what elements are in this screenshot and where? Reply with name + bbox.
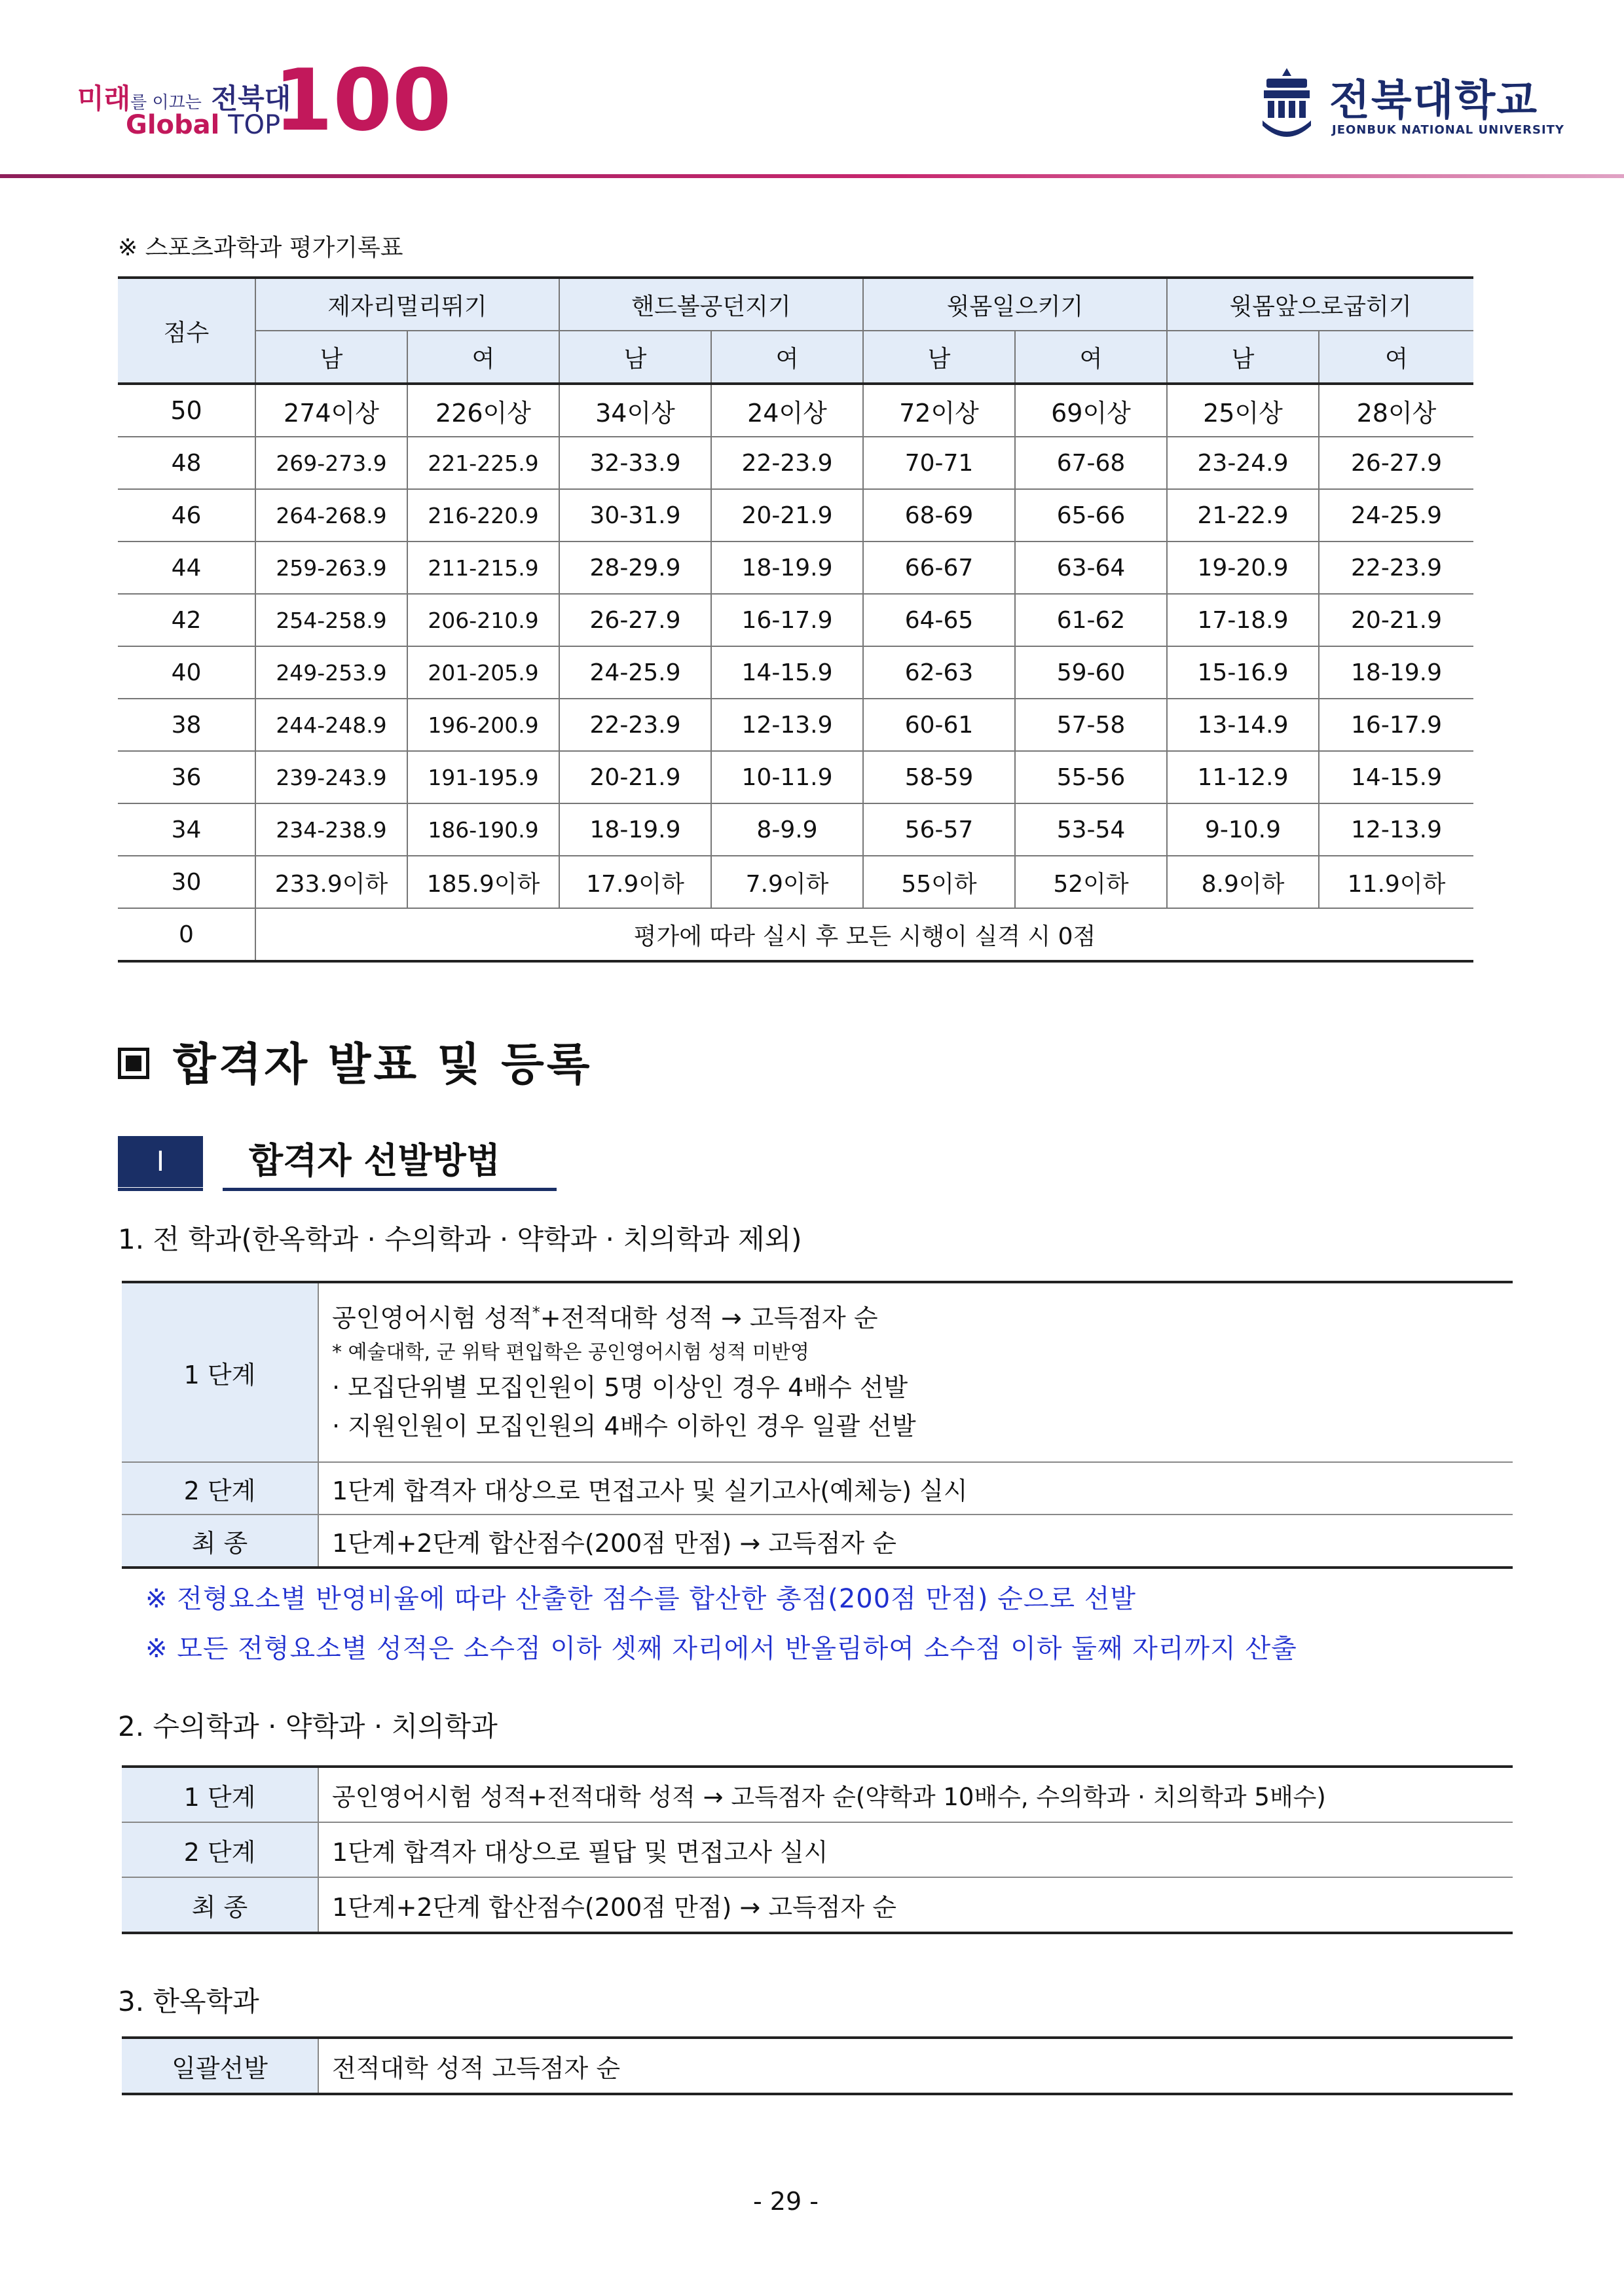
record-cell: 28이상 [1319,384,1473,437]
record-cell: 239-243.9 [255,751,407,803]
university-emblem-icon [1257,65,1316,139]
record-cell: 70-71 [863,437,1015,489]
table-row [118,803,1473,856]
slogan-small: 를 이끄는 [130,93,202,113]
record-cell: 259-263.9 [255,542,407,594]
step-label: 1 단계 [122,1767,318,1822]
step-row [122,2038,1513,2094]
global-text: Global [126,110,220,140]
record-cell: 14-15.9 [1319,751,1473,803]
record-cell: 34이상 [559,384,711,437]
item-heading: 1. 전 학과(한옥학과 · 수의학과 · 약학과 · 치의학과 제외) [118,1223,802,1255]
gender-header: 여 [711,331,863,384]
record-cell: 211-215.9 [407,542,559,594]
record-cell: 20-21.9 [1319,594,1473,646]
record-cell: 26-27.9 [1319,437,1473,489]
table-row [118,594,1473,646]
step-label: 최 종 [122,1877,318,1933]
table-row [118,751,1473,803]
section-title-text: 합격자 발표 및 등록 [173,1039,593,1091]
table-row [118,856,1473,908]
record-cell: 196-200.9 [407,699,559,751]
record-cell: 20-21.9 [559,751,711,803]
score-cell: 34 [118,803,255,856]
score-cell: 44 [118,542,255,594]
record-cell: 10-11.9 [711,751,863,803]
section-title [118,1029,593,1093]
table-row [118,699,1473,751]
event-header: 제자리멀리뛰기 [255,278,559,331]
step1-main-rest: +전적대학 성적 → 고득점자 순 [540,1304,878,1333]
subsection-underline [118,1188,203,1191]
record-cell: 201-205.9 [407,646,559,699]
header-slogan-logo [77,59,452,144]
record-cell: 63-64 [1015,542,1167,594]
logo-100-icon [274,59,470,138]
record-cell: 221-225.9 [407,437,559,489]
gender-header: 남 [863,331,1015,384]
subsection-underline [223,1188,557,1191]
blue-note: ※ 전형요소별 반영비율에 따라 산출한 점수를 합산한 총점(200점 만점) 순으로 선발 [145,1584,1137,1614]
event-header: 윗몸일으키기 [863,278,1167,331]
event-header: 윗몸앞으로굽히기 [1167,278,1473,331]
sports-table-body [118,384,1473,961]
top-text: TOP [228,110,281,140]
score-cell: 40 [118,646,255,699]
record-cell: 191-195.9 [407,751,559,803]
gender-header: 여 [407,331,559,384]
step-content: 1단계 합격자 대상으로 필답 및 면접고사 실시 [318,1822,1513,1877]
record-cell: 11.9이하 [1319,856,1473,908]
table-row [118,437,1473,489]
record-cell: 20-21.9 [711,489,863,542]
record-cell: 233.9이하 [255,856,407,908]
gender-header: 남 [1167,331,1319,384]
record-cell: 8-9.9 [711,803,863,856]
square-bullet-icon [118,1048,149,1079]
record-cell: 67-68 [1015,437,1167,489]
record-cell: 17.9이하 [559,856,711,908]
record-cell: 17-18.9 [1167,594,1319,646]
record-cell: 11-12.9 [1167,751,1319,803]
record-cell: 32-33.9 [559,437,711,489]
record-cell: 61-62 [1015,594,1167,646]
university-logo [1257,65,1564,144]
university-name-en: JEONBUK NATIONAL UNIVERSITY [1332,123,1564,137]
page-number: - 29 - [753,2187,819,2216]
step1-bullet: · 모집단위별 모집인원이 5명 이상인 경우 4배수 선발 [332,1372,908,1402]
record-cell: 25이상 [1167,384,1319,437]
step-row [122,1767,1513,1822]
table-row [118,646,1473,699]
selection-steps-table [122,1281,1513,1569]
table-row [118,489,1473,542]
record-cell: 249-253.9 [255,646,407,699]
step-content: 1단계+2단계 합산점수(200점 만점) → 고득점자 순 [318,1877,1513,1933]
record-cell: 23-24.9 [1167,437,1319,489]
sports-table-caption: ※ 스포츠과학과 평가기록표 [118,234,403,261]
record-cell: 206-210.9 [407,594,559,646]
score-cell: 0 [118,908,255,961]
step1-note: * 예술대학, 군 위탁 편입학은 공인영어시험 성적 미반영 [332,1341,809,1365]
record-cell: 12-13.9 [1319,803,1473,856]
step1-star: * [532,1303,540,1322]
step-row [122,1462,1513,1515]
record-cell: 53-54 [1015,803,1167,856]
step-content: 전적대학 성적 고득점자 순 [318,2038,1513,2094]
score-header: 점수 [118,278,255,384]
step-row [122,1877,1513,1933]
logo-100-number: 100 [274,59,452,138]
record-cell: 9-10.9 [1167,803,1319,856]
selection-steps-table [122,2036,1513,2095]
record-cell: 16-17.9 [1319,699,1473,751]
record-cell: 264-268.9 [255,489,407,542]
record-cell: 56-57 [863,803,1015,856]
step-label: 2 단계 [122,1822,318,1877]
record-cell: 26-27.9 [559,594,711,646]
record-cell: 244-248.9 [255,699,407,751]
step-row [122,1282,1513,1462]
gender-header: 여 [1015,331,1167,384]
record-cell: 22-23.9 [711,437,863,489]
item-heading: 3. 한옥학과 [118,1985,259,2017]
zero-row-text: 평가에 따라 실시 후 모든 시행이 실격 시 0점 [255,908,1473,961]
record-cell: 185.9이하 [407,856,559,908]
record-cell: 22-23.9 [1319,542,1473,594]
step-label: 1 단계 [122,1282,318,1462]
record-cell: 62-63 [863,646,1015,699]
item-heading: 2. 수의학과 · 약학과 · 치의학과 [118,1710,498,1742]
record-cell: 24이상 [711,384,863,437]
record-cell: 55-56 [1015,751,1167,803]
score-cell: 38 [118,699,255,751]
score-cell: 50 [118,384,255,437]
slogan-prefix: 미래 [77,83,131,115]
global-top-line [126,110,280,140]
step-content: 공인영어시험 성적+전적대학 성적 → 고득점자 순(약학과 10배수, 수의학과 · 치의학과 5배수) [318,1767,1513,1822]
gender-header: 남 [255,331,407,384]
record-cell: 24-25.9 [559,646,711,699]
record-cell: 16-17.9 [711,594,863,646]
record-cell: 72이상 [863,384,1015,437]
record-cell: 68-69 [863,489,1015,542]
blue-note: ※ 모든 전형요소별 성적은 소수점 이하 셋째 자리에서 반올림하여 소수점 이하 둘째 자리까지 산출 [145,1634,1297,1664]
subsection-title: 합격자 선발방법 [249,1140,500,1181]
record-cell: 58-59 [863,751,1015,803]
record-cell: 21-22.9 [1167,489,1319,542]
score-cell: 48 [118,437,255,489]
table-row [118,908,1473,961]
record-cell: 216-220.9 [407,489,559,542]
selection-steps-table [122,1765,1513,1934]
record-cell: 14-15.9 [711,646,863,699]
record-cell: 66-67 [863,542,1015,594]
table-row [118,542,1473,594]
step-row [122,1515,1513,1568]
record-cell: 22-23.9 [559,699,711,751]
score-cell: 30 [118,856,255,908]
step1-main [332,1299,1513,1338]
step-label: 최 종 [122,1515,318,1568]
record-cell: 226이상 [407,384,559,437]
step-content: 1단계+2단계 합산점수(200점 만점) → 고득점자 순 [318,1515,1513,1568]
record-cell: 69이상 [1015,384,1167,437]
step-label: 2 단계 [122,1462,318,1515]
record-cell: 186-190.9 [407,803,559,856]
step-content: 1단계 합격자 대상으로 면접고사 및 실기고사(예체능) 실시 [318,1462,1513,1515]
record-cell: 52이하 [1015,856,1167,908]
record-cell: 28-29.9 [559,542,711,594]
subsection-number: Ⅰ [118,1136,203,1187]
record-cell: 7.9이하 [711,856,863,908]
event-header: 핸드볼공던지기 [559,278,863,331]
record-cell: 13-14.9 [1167,699,1319,751]
slogan-name: 전북대 [211,83,291,115]
record-cell: 15-16.9 [1167,646,1319,699]
record-cell: 18-19.9 [711,542,863,594]
record-cell: 55이하 [863,856,1015,908]
record-cell: 19-20.9 [1167,542,1319,594]
sports-evaluation-table [118,276,1473,963]
score-cell: 36 [118,751,255,803]
step-content [318,1282,1513,1462]
record-cell: 60-61 [863,699,1015,751]
record-cell: 65-66 [1015,489,1167,542]
gender-header: 남 [559,331,711,384]
header-divider [0,174,1624,178]
record-cell: 8.9이하 [1167,856,1319,908]
record-cell: 269-273.9 [255,437,407,489]
record-cell: 64-65 [863,594,1015,646]
step1-main-text: 공인영어시험 성적 [332,1304,532,1333]
step-row [122,1822,1513,1877]
step1-bullet: · 지원인원이 모집인원의 4배수 이하인 경우 일괄 선발 [332,1411,916,1441]
record-cell: 254-258.9 [255,594,407,646]
record-cell: 30-31.9 [559,489,711,542]
record-cell: 57-58 [1015,699,1167,751]
score-cell: 46 [118,489,255,542]
university-name: 전북대학교 [1329,77,1539,125]
record-cell: 18-19.9 [1319,646,1473,699]
record-cell: 12-13.9 [711,699,863,751]
record-cell: 274이상 [255,384,407,437]
record-cell: 59-60 [1015,646,1167,699]
gender-header: 여 [1319,331,1473,384]
table-row [118,384,1473,437]
score-cell: 42 [118,594,255,646]
record-cell: 234-238.9 [255,803,407,856]
record-cell: 18-19.9 [559,803,711,856]
record-cell: 24-25.9 [1319,489,1473,542]
step-label: 일괄선발 [122,2038,318,2094]
